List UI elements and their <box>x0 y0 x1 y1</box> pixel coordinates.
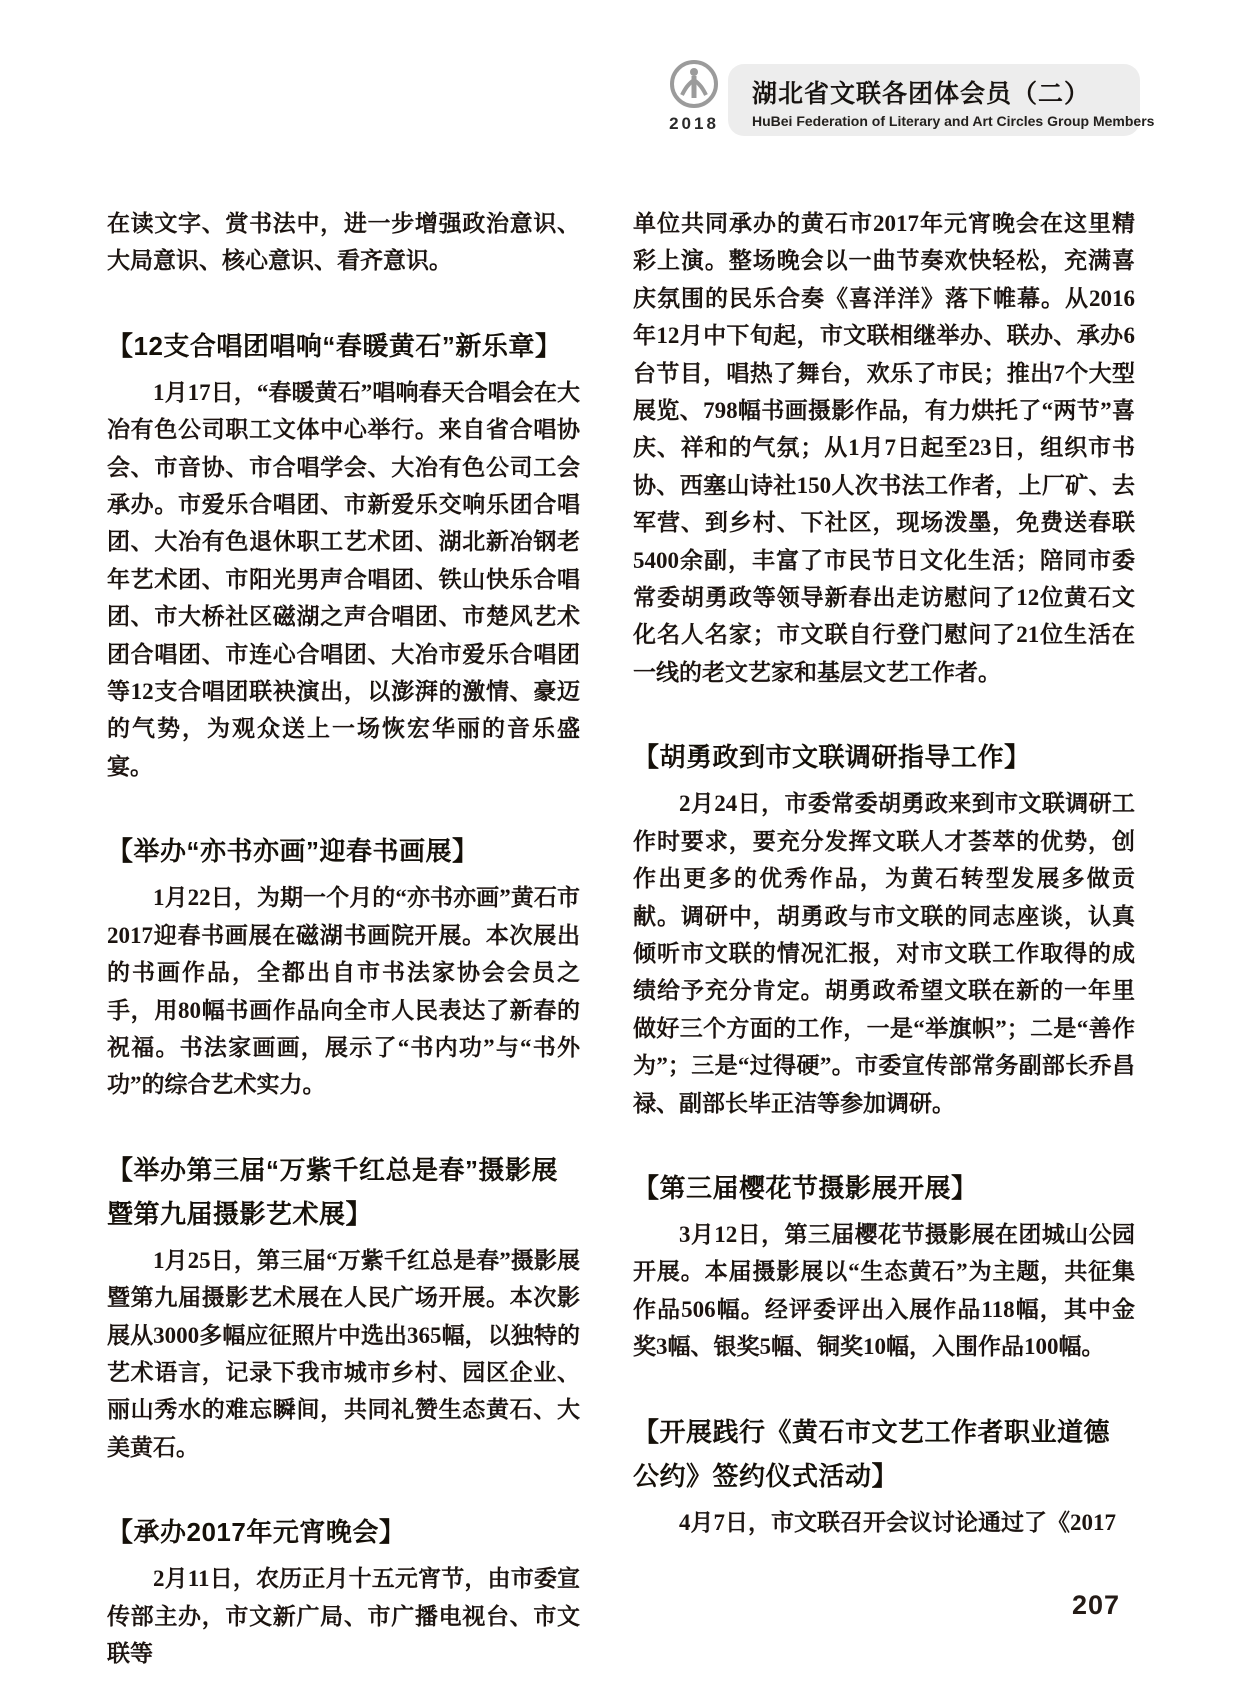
entry-heading-choral: 【12支合唱团唱响“春暖黄石”新乐章】 <box>107 330 562 361</box>
federation-logo-icon <box>662 58 726 110</box>
right-column <box>633 205 1135 1541</box>
entry-heading-photo-exhibit: 【举办第三届“万紫千红总是春”摄影展暨第九届摄影艺术展】 <box>107 1154 559 1229</box>
entry-body: 4月7日，市文联召开会议讨论通过了《2017 <box>679 1509 1116 1535</box>
page-subtitle: HuBei Federation of Literary and Art Circles Group Members <box>752 113 1155 129</box>
logo-year: 2018 <box>669 114 719 133</box>
intro-paragraph: 单位共同承办的黄石市2017年元宵晚会在这里精彩上演。整场晚会以一曲节奏欢快轻松，充满喜庆氛围的民乐合奏《喜洋洋》落下帷幕。从2016年12月中下旬起，市文联相继举办、联办、承办6台节目，唱热了舞台，欢乐了市民；推出7个大型展览、798幅书画摄影作品，有力烘托了“两节”喜庆、祥和的气氛；从1月7日起至23日，组织市书协、西塞山诗社150人次书法工作者，上厂矿、去军营、到乡村、下社区，现场泼墨，免费送春联5400余副，丰富了市民节日文化生活；陪同市委常委胡勇政等领导新春出走访慰问了12位黄石文化名人名家；市文联自行登门慰问了21位生活在一线的老文艺家和基层文艺工作者。 <box>633 211 1135 685</box>
entry-heading-ethics-pact: 【开展践行《黄石市文艺工作者职业道德公约》签约仪式活动】 <box>633 1416 1111 1491</box>
left-column <box>107 205 580 1672</box>
entry-heading-calligraphy-exhibit: 【举办“亦书亦画”迎春书画展】 <box>107 836 479 867</box>
entry-body: 1月17日，“春暖黄石”唱响春天合唱会在大冶有色公司职工文体中心举行。来自省合唱协会、市音协、市合唱学会、大冶有色公司工会承办。市爱乐合唱团、市新爱乐交响乐团合唱团、大冶有色退休职工艺术团、湖北新冶钢老年艺术团、市阳光男声合唱团、铁山快乐合唱团、市大桥社区磁湖之声合唱团、市楚风艺术团合唱团、市连心合唱团、大冶市爱乐合唱团等12支合唱团联袂演出，以澎湃的激情、豪迈的气势，为观众送上一场恢宏华丽的音乐盛宴。 <box>107 379 580 779</box>
entry-body: 3月12日，第三届樱花节摄影展在团城山公园开展。本届摄影展以“生态黄石”为主题，共征集作品506幅。经评委评出入展作品118幅，其中金奖3幅、银奖5幅、铜奖10幅，入围作品100幅。 <box>633 1221 1135 1360</box>
entry-body: 1月25日，第三届“万紫千红总是春”摄影展暨第九届摄影艺术展在人民广场开展。本次影展从3000多幅应征照片中选出365幅，以独特的艺术语言，记录下我市城市乡村、园区企业、丽山秀水的难忘瞬间，共同礼赞生态黄石、大美黄石。 <box>107 1247 580 1460</box>
page-title: 湖北省文联各团体会员（二） <box>752 80 1091 108</box>
entry-heading-lantern-gala: 【承办2017年元宵晚会】 <box>107 1517 406 1548</box>
entry-heading-sakura-photo: 【第三届樱花节摄影展开展】 <box>633 1172 978 1203</box>
entry-body: 2月11日，农历正月十五元宵节，由市委宣传部主办，市文新广局、市广播电视台、市文联等 <box>107 1566 580 1666</box>
entry-body: 2月24日，市委常委胡勇政来到市文联调研工作时要求，要充分发挥文联人才荟萃的优势，创作出更多的优秀作品，为黄石转型发展多做贡献。调研中，胡勇政与市文联的同志座谈，认真倾听市文联的情况汇报，对市文联工作取得的成绩给予充分肯定。胡勇政希望文联在新的一年里做好三个方面的工作，一是“举旗帜”；二是“善作为”；三是“过得硬”。市委宣传部常务副部长乔昌禄、副部长毕正洁等参加调研。 <box>633 791 1135 1116</box>
header-title-bar <box>728 64 1155 136</box>
logo-block <box>662 58 726 134</box>
intro-paragraph: 在读文字、赏书法中，进一步增强政治意识、大局意识、核心意识、看齐意识。 <box>107 211 580 274</box>
page-number: 207 <box>1072 1590 1121 1620</box>
entry-body: 1月22日，为期一个月的“亦书亦画”黄石市2017迎春书画展在磁湖书画院开展。本次展出的书画作品，全都出自市书法家协会会员之手，用80幅书画作品向全市人民表达了新春的祝福。书法家画画，展示了“书内功”与“书外功”的综合艺术实力。 <box>107 885 580 1098</box>
entry-heading-research-visit: 【胡勇政到市文联调研指导工作】 <box>633 742 1031 773</box>
